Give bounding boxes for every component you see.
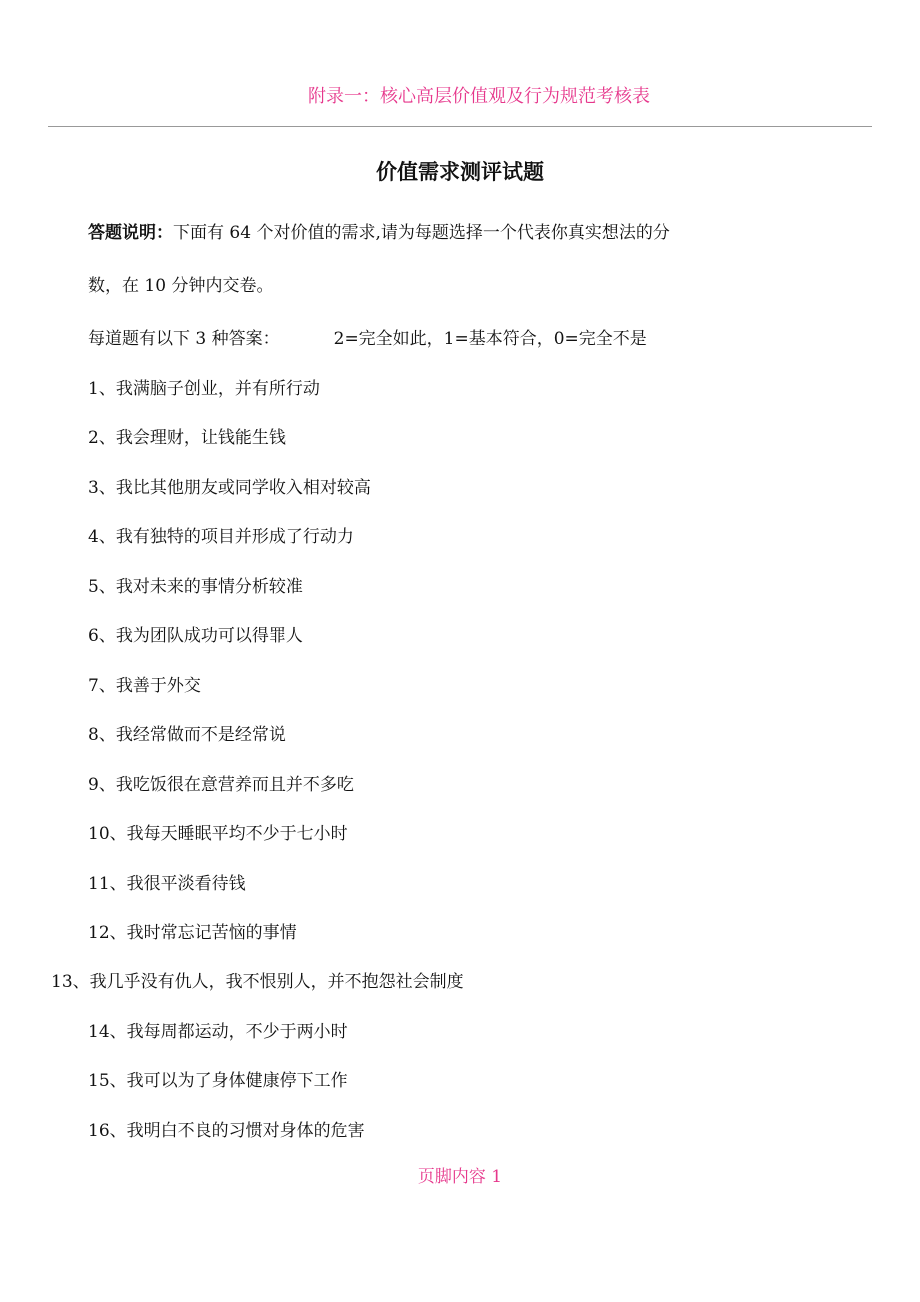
page-header: 附录一：核心高层价值观及行为规范考核表: [308, 86, 650, 107]
question-item: 16、我明白不良的习惯对身体的危害: [88, 1121, 365, 1141]
answer-options-prefix: 每道题有以下 3 种答案：: [88, 329, 280, 349]
question-item: 5、我对未来的事情分析较准: [88, 577, 303, 597]
answer-options-values: 2=完全如此，1=基本符合，0=完全不是: [333, 329, 647, 349]
question-item: 15、我可以为了身体健康停下工作: [88, 1071, 348, 1091]
question-item: 11、我很平淡看待钱: [88, 874, 246, 894]
question-item: 9、我吃饭很在意营养而且并不多吃: [88, 775, 354, 795]
question-item: 10、我每天睡眠平均不少于七小时: [88, 824, 348, 844]
question-item: 1、我满脑子创业，并有所行动: [88, 379, 320, 399]
question-item: 12、我时常忘记苦恼的事情: [88, 923, 297, 943]
instructions-line-2: 数，在 10 分钟内交卷。: [88, 276, 274, 296]
question-item: 14、我每周都运动，不少于两小时: [88, 1022, 348, 1042]
question-item: 7、我善于外交: [88, 676, 201, 696]
page-footer: 页脚内容 1: [417, 1167, 503, 1187]
instructions-line-1: [88, 220, 670, 246]
question-item: 3、我比其他朋友或同学收入相对较高: [88, 478, 371, 498]
question-item: 8、我经常做而不是经常说: [88, 725, 286, 745]
question-item: 6、我为团队成功可以得罪人: [88, 626, 303, 646]
question-item: 13、我几乎没有仇人，我不恨别人，并不抱怨社会制度: [51, 972, 464, 992]
instructions-text-1: 下面有 64 个对价值的需求,请为每题选择一个代表你真实想法的分: [173, 223, 670, 243]
answer-options-line: [88, 326, 647, 352]
instructions-label: 答题说明：: [88, 223, 173, 243]
question-item: 2、我会理财，让钱能生钱: [88, 428, 286, 448]
header-divider: [48, 126, 872, 127]
question-item: 4、我有独特的项目并形成了行动力: [88, 527, 354, 547]
document-title: 价值需求测评试题: [376, 159, 544, 184]
